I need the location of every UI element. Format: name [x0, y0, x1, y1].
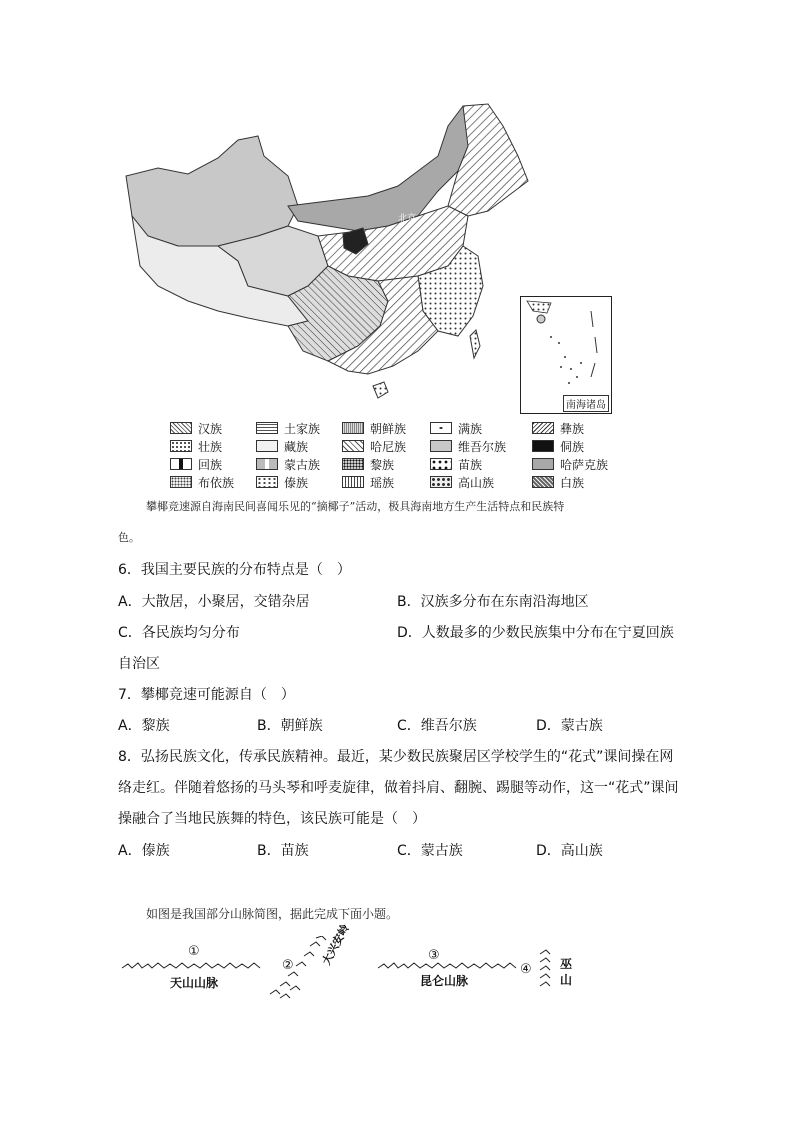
intro-2: 如图是我国部分山脉简图，据此完成下面小题。 [146, 907, 399, 921]
q8-option-d[interactable]: D．高山族 [536, 843, 603, 859]
legend-item [256, 420, 342, 437]
q6-option-d-cont: 自治区 [118, 656, 160, 672]
legend-item [170, 474, 256, 491]
legend-label: 汉族 [198, 421, 223, 436]
swatch [170, 422, 192, 434]
swatch [532, 458, 554, 470]
wushan-label: 巫山 [560, 957, 573, 987]
legend-label: 侗族 [560, 439, 585, 454]
q7-option-b[interactable]: B．朝鲜族 [257, 718, 323, 734]
mountain-number-3: ③ [428, 948, 440, 963]
swatch [170, 440, 192, 452]
legend-item [170, 438, 256, 455]
legend-item [256, 474, 342, 491]
q6-option-c[interactable]: C．各民族均匀分布 [118, 625, 240, 641]
legend-label: 哈萨克族 [560, 457, 609, 472]
swatch [256, 440, 278, 452]
legend-item [256, 456, 342, 473]
china-ethnic-map [118, 96, 538, 416]
q7-option-d[interactable]: D．蒙古族 [536, 718, 603, 734]
legend-label: 白族 [560, 475, 585, 490]
swatch [256, 422, 278, 434]
legend-item [532, 456, 618, 473]
legend-item [342, 420, 430, 437]
intro-line-2: 色。 [118, 531, 140, 544]
legend-item [170, 456, 256, 473]
legend-item [532, 420, 618, 437]
swatch [342, 458, 364, 470]
q7-option-c[interactable]: C．维吾尔族 [397, 718, 477, 734]
swatch [430, 458, 452, 470]
mountain-number-2: ② [282, 958, 294, 973]
legend-item [430, 474, 532, 491]
wushan-ridge [540, 950, 550, 986]
mountain-number-4: ④ [520, 962, 532, 977]
inset-label: 南海诸岛 [563, 395, 609, 412]
legend-label: 藏族 [284, 439, 309, 454]
daxinganling-ridge [270, 936, 326, 998]
legend-row [170, 419, 630, 437]
beijing-label: 北京 [398, 214, 417, 224]
legend-label: 布依族 [198, 475, 235, 490]
xinjiang-region [126, 136, 298, 246]
swatch [256, 458, 278, 470]
legend-label: 傣族 [284, 475, 309, 490]
q8-option-c[interactable]: C．蒙古族 [397, 843, 463, 859]
legend-label: 满族 [458, 421, 483, 436]
tianshan-label: 天山山脉 [170, 976, 219, 990]
legend-label: 回族 [198, 457, 223, 472]
swatch [430, 440, 452, 452]
legend-label: 彝族 [560, 421, 585, 436]
swatch [532, 422, 554, 434]
swatch [430, 422, 452, 434]
swatch [430, 476, 452, 488]
map-legend [170, 419, 630, 491]
kunlun-label: 昆仑山脉 [420, 974, 469, 988]
legend-item [532, 474, 618, 491]
swatch [170, 458, 192, 470]
q6-option-a[interactable]: A．大散居，小聚居，交错杂居 [118, 594, 310, 610]
legend-item [170, 420, 256, 437]
legend-label: 瑶族 [370, 475, 395, 490]
q8-option-b[interactable]: B．苗族 [257, 843, 309, 859]
question-8-line-1: 8．弘扬民族文化，传承民族精神。最近，某少数民族聚居区学校学生的“花式”课间操在网 [118, 749, 674, 765]
legend-item [256, 438, 342, 455]
kunlun-ridge [378, 963, 516, 968]
legend-row [170, 473, 630, 491]
legend-label: 哈尼族 [370, 439, 407, 454]
q6-option-b[interactable]: B．汉族多分布在东南沿海地区 [397, 594, 589, 610]
question-6-stem: 6．我国主要民族的分布特点是（ ） [118, 562, 351, 578]
legend-item [532, 438, 618, 455]
intro-line-1: 攀椰竞速源自海南民间喜闻乐见的“摘椰子”活动，极具海南地方生产生活特点和民族特 [146, 500, 565, 513]
legend-item [342, 456, 430, 473]
legend-item [430, 456, 532, 473]
daxinganling-label: 大兴安岭 [319, 922, 352, 968]
q6-option-d[interactable]: D．人数最多的少数民族集中分布在宁夏回族 [397, 625, 674, 641]
hainan-island [373, 382, 388, 398]
question-7-stem: 7．攀椰竞速可能源自（ ） [118, 687, 295, 703]
legend-item [430, 420, 532, 437]
legend-label: 土家族 [284, 421, 321, 436]
q8-option-a[interactable]: A．傣族 [118, 843, 170, 859]
legend-label: 壮族 [198, 439, 223, 454]
legend-row [170, 437, 630, 455]
legend-label: 蒙古族 [284, 457, 321, 472]
south-china-sea-inset [520, 296, 612, 414]
swatch [170, 476, 192, 488]
taiwan-island [470, 330, 480, 358]
legend-label: 朝鲜族 [370, 421, 407, 436]
swatch [342, 422, 364, 434]
q7-option-a[interactable]: A．黎族 [118, 718, 170, 734]
legend-label: 黎族 [370, 457, 395, 472]
legend-item [342, 474, 430, 491]
tianshan-ridge [122, 963, 260, 968]
legend-label: 苗族 [458, 457, 483, 472]
mountain-number-1: ① [188, 944, 200, 959]
swatch [342, 440, 364, 452]
legend-label: 维吾尔族 [458, 439, 507, 454]
legend-label: 高山族 [458, 475, 495, 490]
swatch [532, 476, 554, 488]
swatch [532, 440, 554, 452]
legend-row [170, 455, 630, 473]
swatch [342, 476, 364, 488]
legend-item [430, 438, 532, 455]
legend-item [342, 438, 430, 455]
question-8-line-2: 络走红。伴随着悠扬的马头琴和呼麦旋律，做着抖肩、翻腕、踢腿等动作，这一“花式”课间 [118, 780, 679, 796]
question-8-line-3: 操融合了当地民族舞的特色，该民族可能是（ ） [118, 811, 426, 827]
swatch [256, 476, 278, 488]
